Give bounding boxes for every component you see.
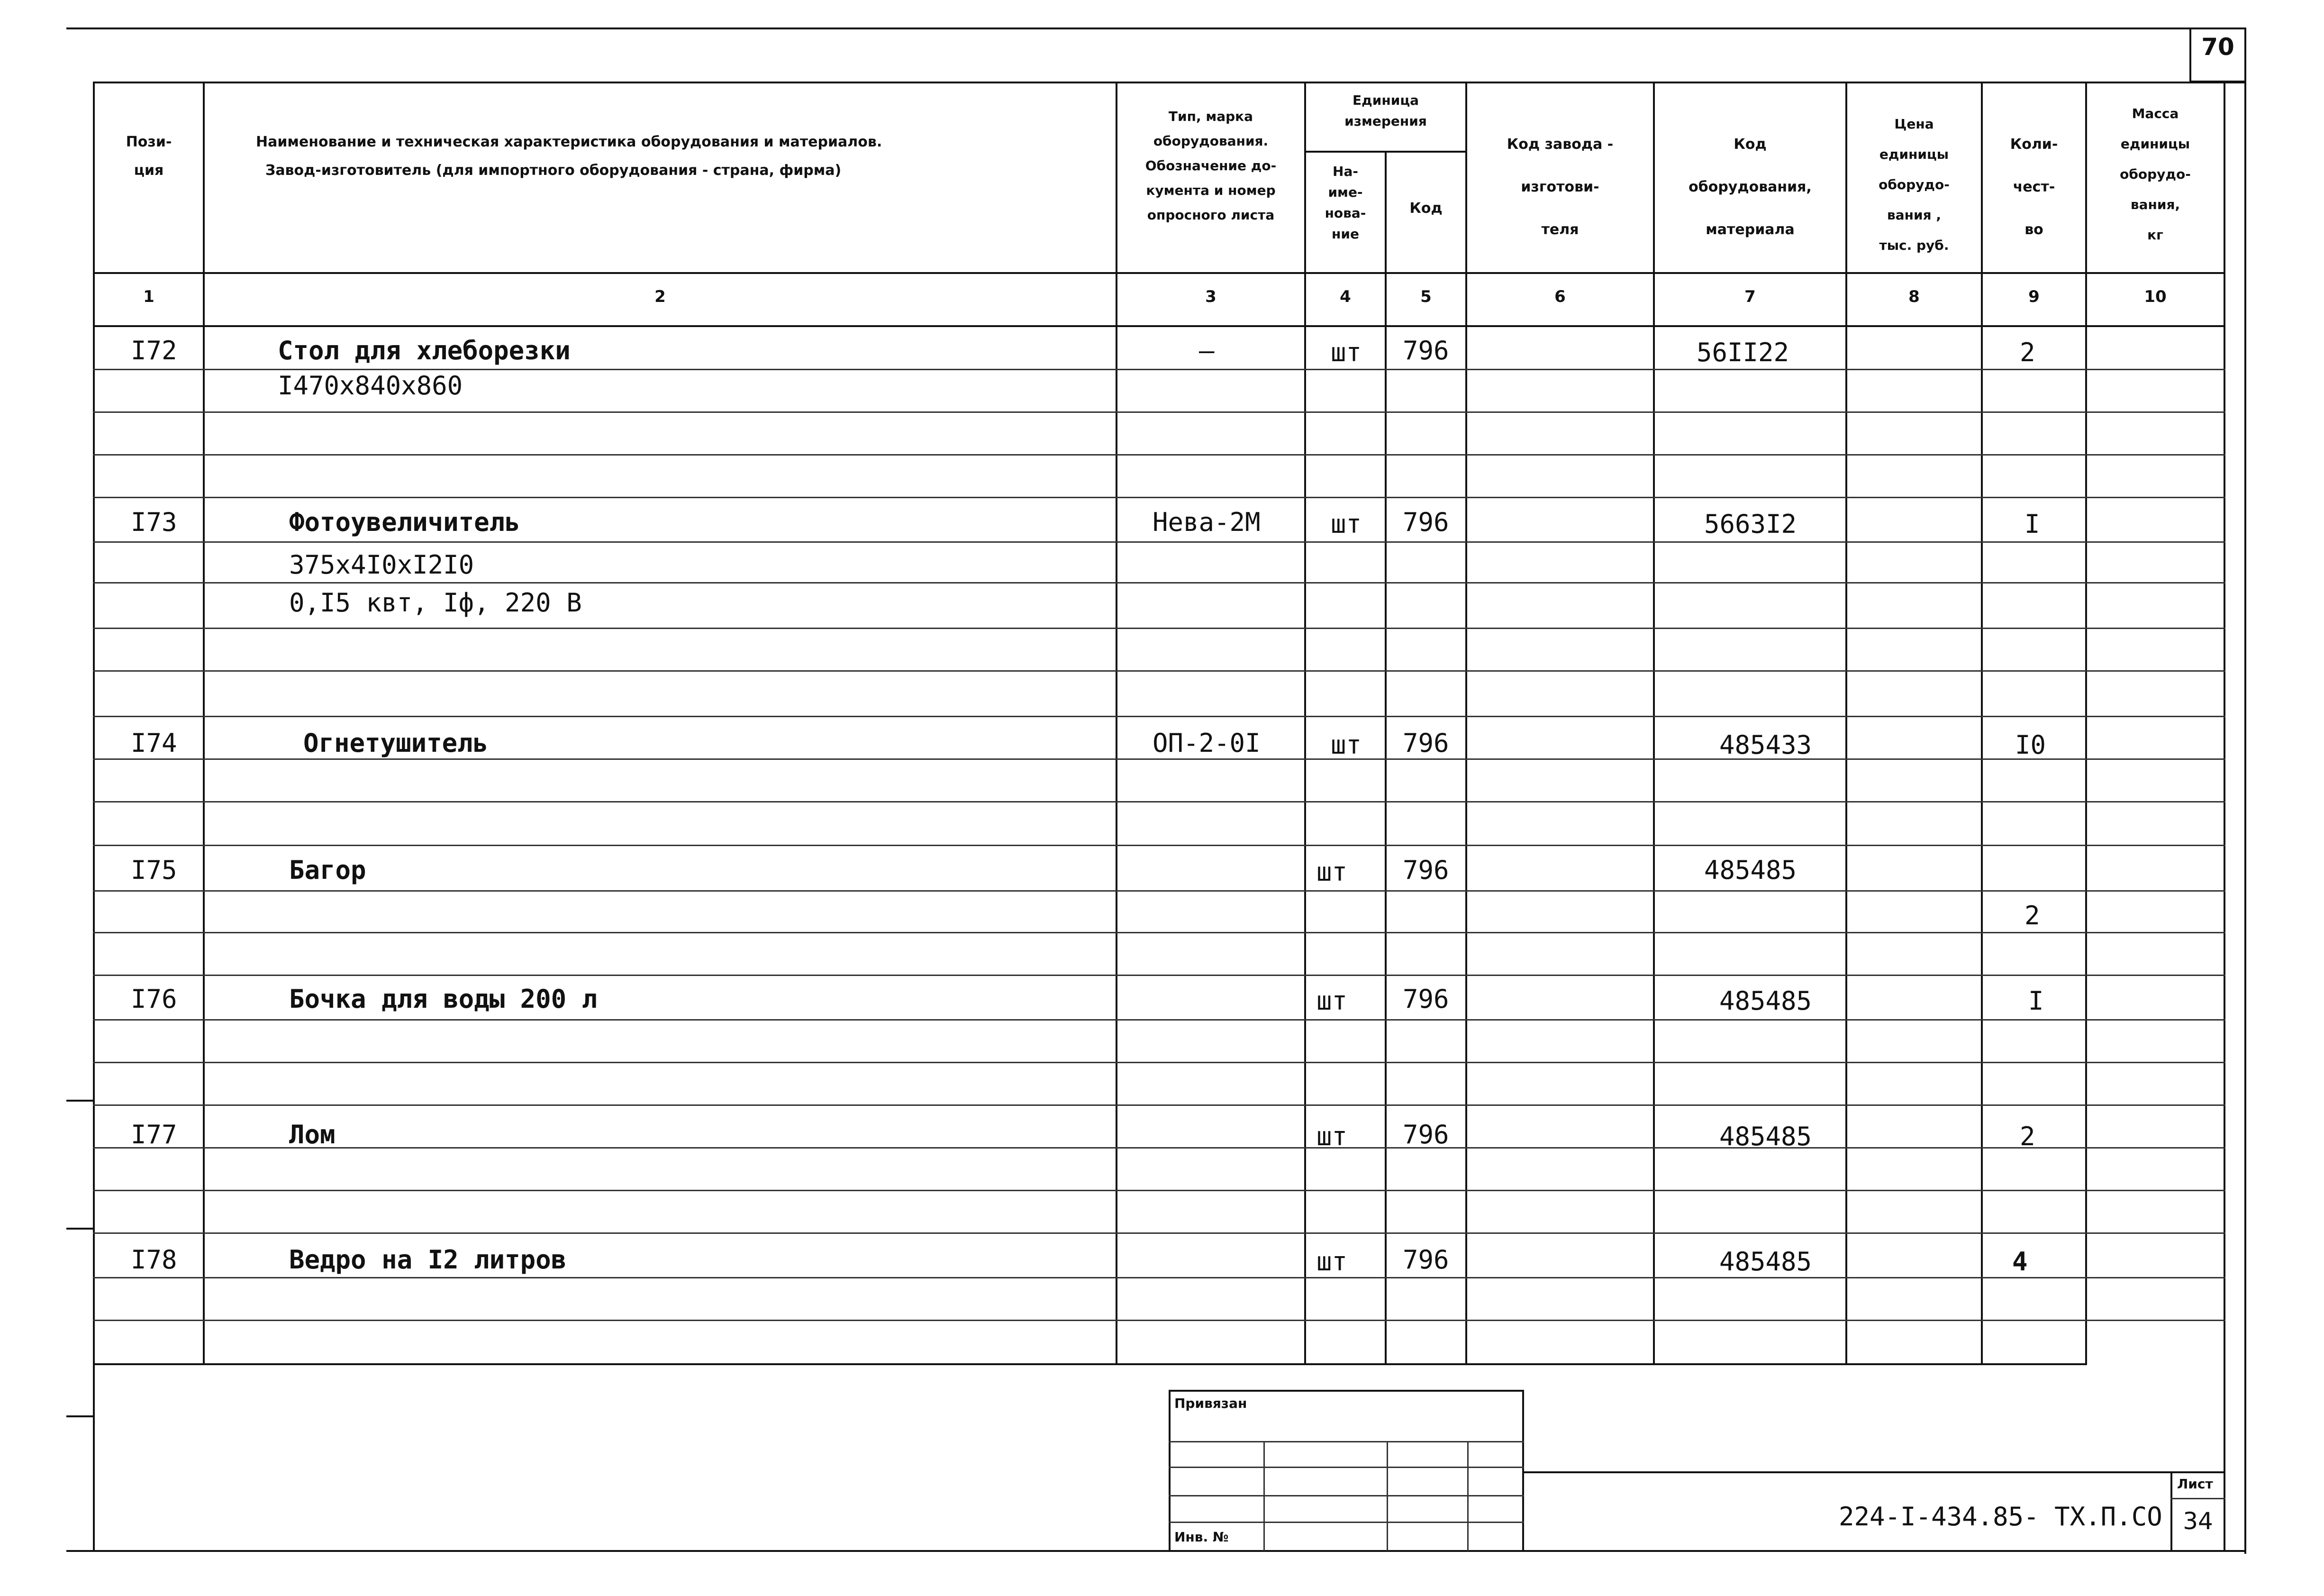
table-bottom	[93, 1363, 2087, 1365]
row-name: 375x4I0xI2I0	[289, 550, 474, 580]
row-equip-code: 485485	[1719, 986, 1812, 1016]
header-qty: Коли- чест- во	[2010, 136, 2058, 238]
sheet-label: Лист	[2177, 1476, 2213, 1492]
row-unit-code: 796	[1403, 1120, 1449, 1149]
col-number: 1	[143, 287, 154, 306]
row-name: 0,I5 квт, Iф, 220 В	[289, 588, 582, 618]
row-unit: шт	[1316, 857, 1348, 887]
header-name: Наименование и техническая характеристика оборудования и материалов. Завод-изготовитель (для импортного оборудования - страна, фирма)	[256, 134, 882, 179]
col-number: 4	[1340, 287, 1351, 306]
row-position: I78	[131, 1245, 177, 1275]
top-rule	[66, 27, 2246, 29]
row-equip-code: 485485	[1704, 855, 1797, 885]
row-type: Нева-2М	[1153, 507, 1261, 537]
row-name: I470x840x860	[278, 371, 463, 401]
row-name: Стол для хлеборезки	[278, 336, 571, 365]
row-name: Багор	[289, 855, 366, 885]
bottom-rule	[66, 1550, 2246, 1552]
header-unit-code: Код	[1409, 200, 1443, 217]
row-qty: I	[2028, 986, 2044, 1016]
row-type: —	[1199, 336, 1215, 365]
row-qty: 4	[2012, 1247, 2028, 1277]
row-unit-code: 796	[1403, 855, 1449, 885]
row-unit: шт	[1331, 337, 1362, 367]
row-unit: шт	[1331, 509, 1362, 539]
sheet-number: 34	[2183, 1507, 2213, 1535]
row-unit: шт	[1331, 730, 1362, 760]
header-unit-name: На- име- нова- ние	[1325, 164, 1366, 242]
header-price: Цена единицы оборудо- вания , тыс. руб.	[1879, 116, 1950, 253]
row-position: I73	[131, 507, 177, 537]
row-equip-code: 56II22	[1697, 337, 1789, 367]
row-qty: I	[2024, 509, 2040, 539]
row-equip-code: 485485	[1719, 1247, 1812, 1277]
col-number: 5	[1420, 287, 1432, 306]
header-equip-code: Код оборудования, материала	[1689, 136, 1812, 238]
row-equip-code: 5663I2	[1704, 509, 1797, 539]
row-name: Ведро на I2 литров	[289, 1245, 567, 1275]
row-qty: 2	[2020, 337, 2035, 367]
row-unit-code: 796	[1403, 1245, 1449, 1275]
header-position: Пози- ция	[126, 134, 172, 179]
row-equip-code: 485433	[1719, 730, 1812, 760]
col-number: 7	[1744, 287, 1756, 306]
row-name: Лом	[289, 1120, 336, 1149]
row-unit-code: 796	[1403, 984, 1449, 1014]
table-top	[93, 82, 2244, 83]
row-unit: шт	[1316, 1247, 1348, 1277]
row-unit-code: 796	[1403, 728, 1449, 758]
row-unit: шт	[1316, 1122, 1348, 1151]
row-name: Огнетушитель	[303, 728, 489, 758]
row-qty: I0	[2015, 730, 2046, 760]
col-number: 6	[1554, 287, 1566, 306]
header-plant-code: Код завода - изготови- теля	[1507, 136, 1614, 238]
col-number: 8	[1908, 287, 1920, 306]
stamp-inv-label: Инв. №	[1174, 1529, 1229, 1545]
row-name: Бочка для воды 200 л	[289, 984, 598, 1014]
col-number: 9	[2028, 287, 2040, 306]
row-name: Фотоувеличитель	[289, 507, 520, 537]
header-unit: Единица измерения	[1344, 92, 1427, 129]
row-position: I77	[131, 1120, 177, 1149]
row-unit-code: 796	[1403, 507, 1449, 537]
stamp-bound-label: Привязан	[1174, 1395, 1247, 1411]
row-position: I75	[131, 855, 177, 885]
row-unit: шт	[1316, 986, 1348, 1016]
table-right	[2224, 82, 2225, 1551]
row-position: I74	[131, 728, 177, 758]
header-mass: Масса единицы оборудо- вания, кг	[2120, 106, 2191, 243]
row-unit-code: 796	[1403, 336, 1449, 365]
row-position: I76	[131, 984, 177, 1014]
col-number: 3	[1205, 287, 1216, 306]
document-code: 224-I-434.85- ТХ.П.СО	[1839, 1502, 2162, 1532]
col-number: 10	[2144, 287, 2167, 306]
row-position: I72	[131, 336, 177, 365]
header-type: Тип, марка оборудования. Обозначение до- кумента и номер опросного листа	[1145, 109, 1277, 223]
row-qty: 2	[2020, 1122, 2035, 1151]
row-type: ОП-2-0I	[1153, 728, 1261, 758]
col-number: 2	[654, 287, 666, 306]
row-qty: 2	[2024, 901, 2040, 930]
sheet-corner-number: 70	[2201, 33, 2234, 61]
row-equip-code: 485485	[1719, 1122, 1812, 1151]
